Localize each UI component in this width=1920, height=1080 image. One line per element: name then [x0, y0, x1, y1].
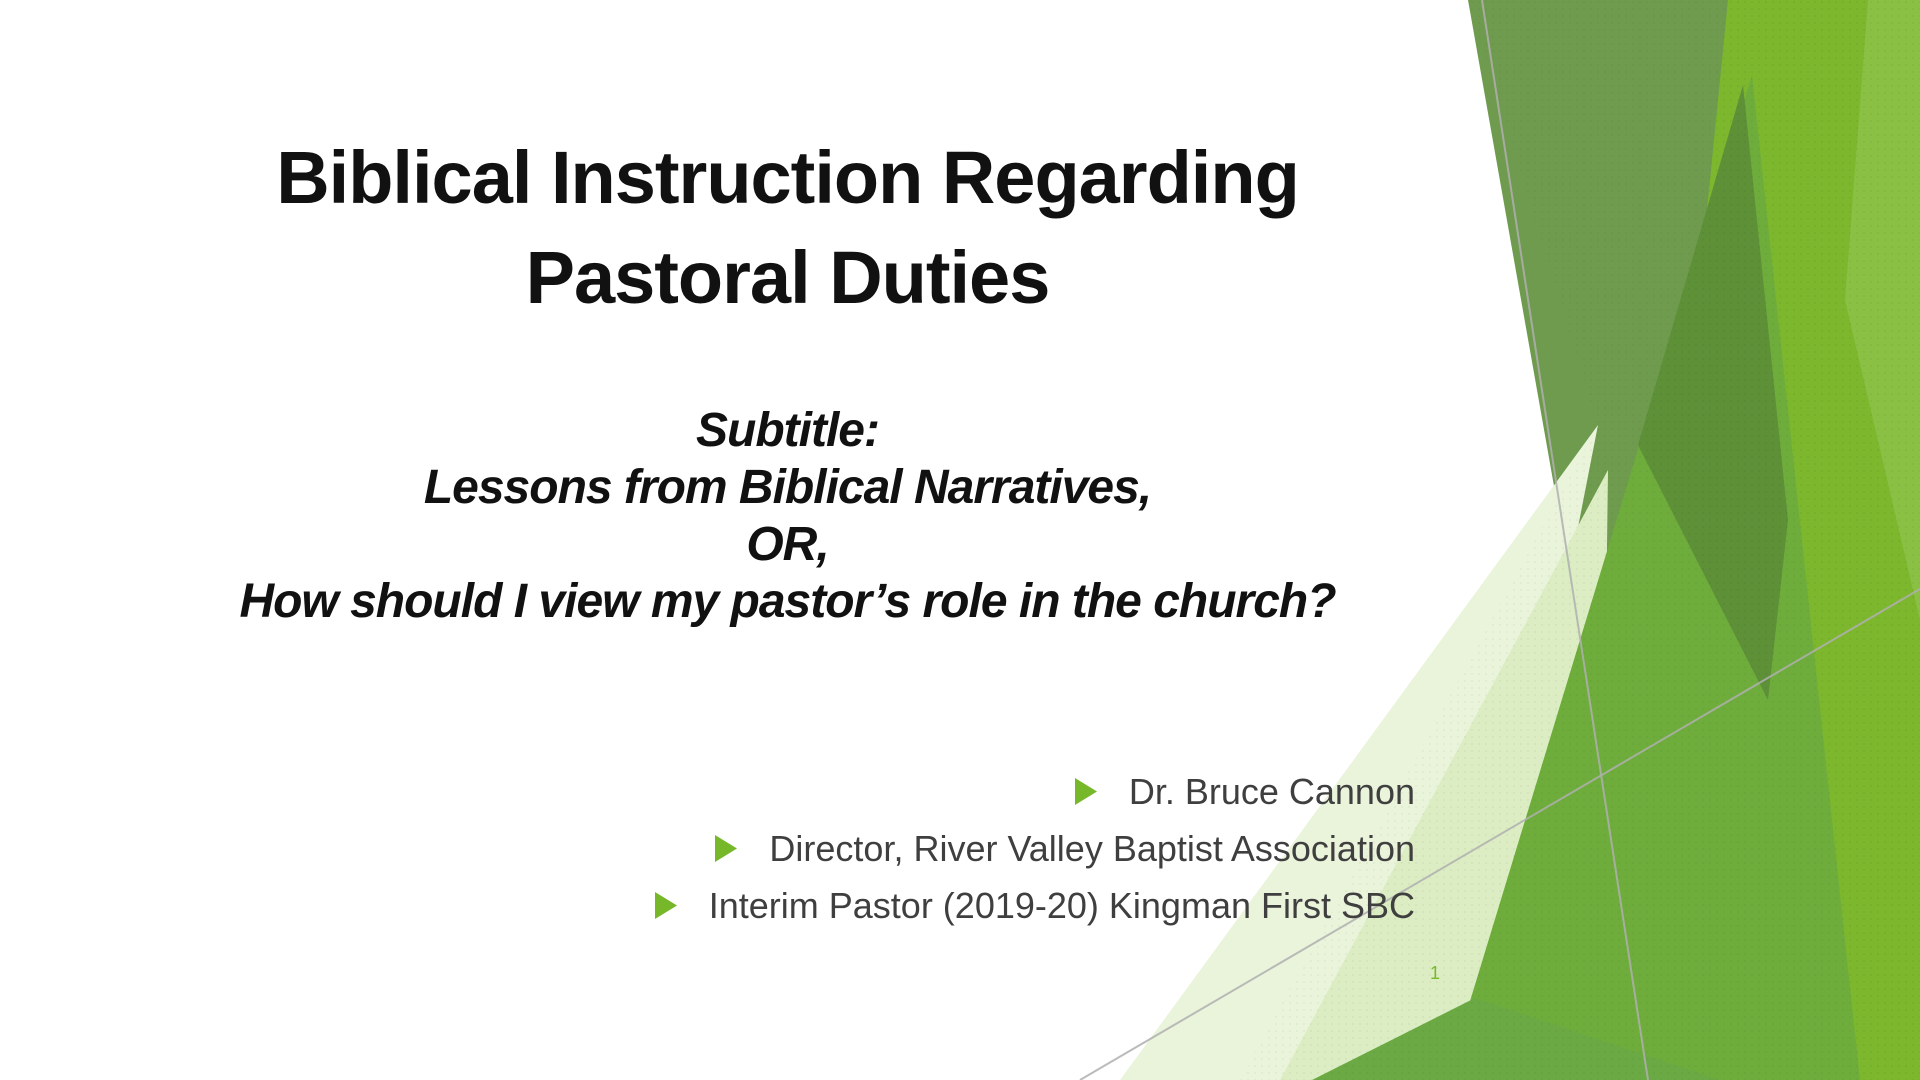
subtitle-line: Lessons from Biblical Narratives,	[423, 461, 1152, 514]
list-item	[655, 877, 1415, 934]
slide-title-line-2: Pastoral Duties	[525, 236, 1050, 319]
list-item	[655, 820, 1415, 877]
subtitle-line: OR,	[746, 518, 829, 571]
subtitle-line: Subtitle:	[696, 404, 879, 457]
bullet-triangle-icon	[715, 835, 737, 862]
author-bullet-list	[655, 763, 1415, 934]
subtitle-line: How should I view my pastor’s role in the church?	[239, 575, 1336, 628]
slide-subtitle	[0, 402, 1575, 630]
bullet-label: Director, River Valley Baptist Association	[769, 827, 1415, 869]
bullet-label: Dr. Bruce Cannon	[1128, 770, 1415, 812]
slide-page-number: 1	[1430, 963, 1441, 983]
slide-title	[0, 128, 1575, 328]
bullet-label: Interim Pastor (2019-20) Kingman First SBC	[708, 884, 1415, 926]
bullet-triangle-icon	[1075, 778, 1097, 805]
bullet-triangle-icon	[655, 892, 677, 919]
slide-title-line-1: Biblical Instruction Regarding	[276, 136, 1299, 219]
list-item	[655, 763, 1415, 820]
